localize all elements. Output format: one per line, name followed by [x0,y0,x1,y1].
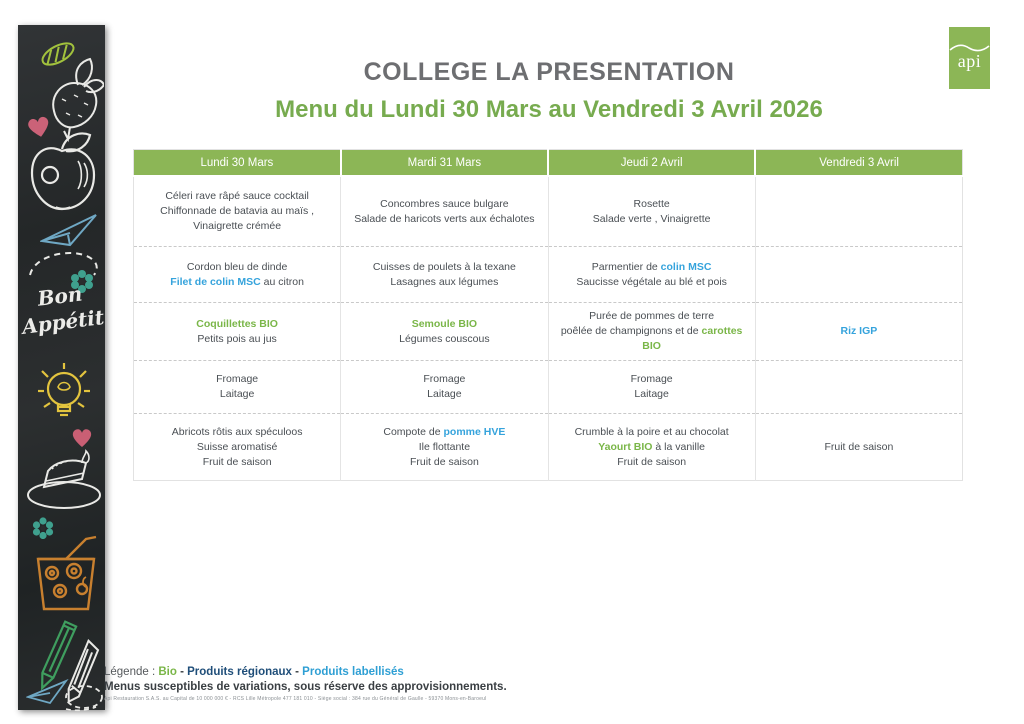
page-title: COLLEGE LA PRESENTATION [363,58,735,86]
menu-cell [341,303,548,361]
dish-line: Suisse aromatisé [196,440,278,453]
dish-line: Laitage [634,388,669,400]
dish-line: Fruit de saison [409,455,479,468]
logo-text: api [957,51,982,71]
menu-row-dairy [134,361,963,414]
dish-line: Fruit de saison [617,455,687,468]
dish-line: Salade de haricots verts aux échalotes [354,212,535,225]
menu-row-mains [134,247,963,303]
menu-cell [548,303,755,361]
dish-line: Laitage [427,388,462,400]
dish-line: Petits pois au jus [197,332,277,345]
menu-cell [341,361,548,414]
menu-column-header-3: Vendredi 3 Avril [755,150,962,177]
menu-cell [548,176,755,247]
light-bulb-icon [32,357,96,427]
drink-cup-icon [30,533,102,613]
dish-line: Yaourt BIO à la vanille [598,440,706,453]
legend-note: Menus susceptibles de variations, sous réserve des approvisionnements. [104,681,507,693]
dish-line: Fromage [630,373,673,385]
dish-line: Rosette [633,197,670,210]
legend-label: Légende : [104,666,156,678]
dish-line: Purée de pommes de terre [589,310,715,322]
dish-line: Semoule BIO [411,317,478,330]
menu-cell [134,247,341,303]
menu-cell [341,247,548,303]
dish-line: Lasagnes aux légumes [390,275,499,288]
menu-cell [341,414,548,481]
dish-line: Coquillettes BIO [196,317,278,330]
menu-cell [134,414,341,481]
dish-line: Compote de pomme HVE [383,425,506,438]
dish-line: Salade verte , Vinaigrette [592,212,711,225]
legend [104,666,804,702]
cake-slice-icon [24,443,104,511]
menu-table [133,149,963,481]
dish-line: Fromage [216,373,259,385]
dish-line: Abricots rôtis aux spéculoos [171,425,303,438]
menu-cell [755,303,962,361]
menu-cell [134,303,341,361]
dish-line: Céleri rave râpé sauce cocktail [165,190,309,202]
dish-line: Chiffonnade de batavia au maïs , Vinaigrette crémée [160,205,315,232]
fine-print: Api Restauration S.A.S. au Capital de 10 000 000 € - RCS Lille Métropole 477 181 010 - Siège social : 384 rue du Général de Gaulle - 59370 Mons-en-Baroeul [104,696,487,702]
dish-line: poêlée de champignons et de carottes BIO [560,325,743,352]
menu-table-header-row [134,150,963,177]
menu-table-body [134,176,963,481]
dish-line: Parmentier de colin MSC [591,260,712,273]
paper-plane-trail-icon [26,663,104,713]
dish-line: Filet de colin MSC au citron [170,275,304,288]
dish-line: Laitage [219,388,255,400]
page-subtitle: Menu du Lundi 30 Mars au Vendredi 3 Avril 2026 [275,96,823,123]
menu-cell [548,414,755,481]
dish-line: Ile flottante [418,440,471,453]
menu-cell [755,361,962,414]
menu-cell [548,247,755,303]
dish-line: Fruit de saison [824,440,894,453]
dish-line: Crumble à la poire et au chocolat [574,425,729,438]
menu-column-header-2: Jeudi 2 Avril [548,150,755,177]
chalkboard-strip [18,25,105,710]
header [105,0,993,124]
menu-cell [755,414,962,481]
menu-cell [755,247,962,303]
dish-line: Saucisse végétale au blé et pois [576,275,727,288]
menu-cell [134,361,341,414]
legend-item-green: Bio [158,666,177,678]
dish-line: Fromage [423,373,466,385]
dish-line: Cordon bleu de dinde [186,260,288,273]
menu-column-header-0: Lundi 30 Mars [134,150,341,177]
menu-cell [134,176,341,247]
apple-icon [26,129,100,215]
menu-cell [755,176,962,247]
dish-line: Fruit de saison [202,455,272,468]
dish-line: Légumes couscous [399,332,490,345]
menu-row-starters [134,176,963,247]
menu-column-header-1: Mardi 31 Mars [341,150,548,177]
dish-line: Riz IGP [840,325,878,337]
legend-line [104,666,804,678]
paper-plane-icon [40,211,100,251]
menu-row-desserts [134,414,963,481]
menu-cell [341,176,548,247]
legend-item-navy: Produits régionaux [187,666,292,678]
dish-line: Cuisses de poulets à la texane [372,260,516,273]
menu-cell [548,361,755,414]
legend-items: Bio - Produits régionaux - Produits labellisés [158,666,404,678]
legend-item-blue: Produits labellisés [302,666,404,678]
dish-line: Concombres sauce bulgare [380,197,509,210]
menu-row-sides [134,303,963,361]
bon-appetit-caption: Bon Appétit [20,281,106,339]
